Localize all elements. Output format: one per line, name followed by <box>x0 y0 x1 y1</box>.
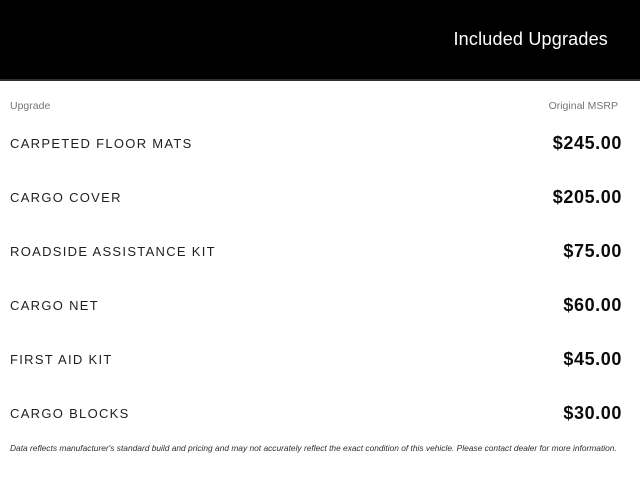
upgrade-name: FIRST AID KIT <box>10 351 113 367</box>
upgrades-table <box>0 116 640 440</box>
upgrade-name: CARGO BLOCKS <box>10 405 130 421</box>
table-column-headers <box>0 81 640 113</box>
column-header-msrp: Original MSRP <box>548 100 618 112</box>
column-header-upgrade: Upgrade <box>10 100 51 112</box>
upgrade-name: CARPETED FLOOR MATS <box>10 135 193 151</box>
table-row <box>0 332 640 386</box>
table-row <box>0 386 640 440</box>
table-row <box>0 116 640 170</box>
table-row <box>0 224 640 278</box>
upgrade-price: $75.00 <box>563 240 622 261</box>
upgrade-price: $245.00 <box>552 132 622 153</box>
upgrade-price: $45.00 <box>563 348 622 369</box>
upgrade-price: $30.00 <box>563 402 622 423</box>
page-title: Included Upgrades <box>453 29 608 49</box>
upgrade-name: ROADSIDE ASSISTANCE KIT <box>10 243 216 259</box>
disclaimer-text: Data reflects manufacturer's standard build and pricing and may not accurately reflect the exact condition of this vehicle. Please contact dealer for more information. <box>10 443 617 453</box>
table-row <box>0 170 640 224</box>
header-bar <box>0 0 640 81</box>
upgrade-name: CARGO NET <box>10 297 99 313</box>
upgrade-price: $205.00 <box>552 186 622 207</box>
upgrade-price: $60.00 <box>563 294 622 315</box>
table-row <box>0 278 640 332</box>
upgrade-name: CARGO COVER <box>10 189 122 205</box>
